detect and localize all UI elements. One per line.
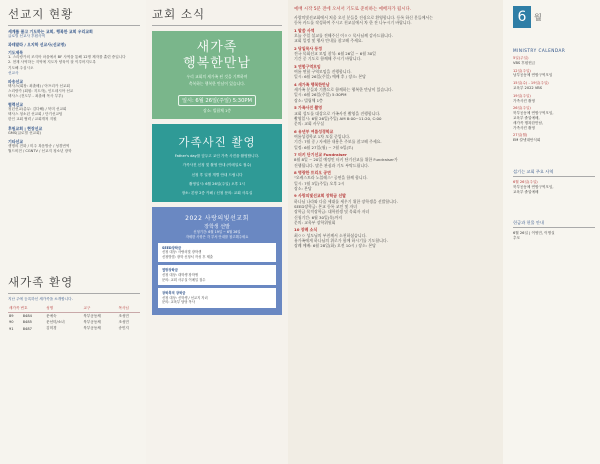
table-cell: 문선미/소녀: [46, 319, 65, 324]
mission-line: 기타선교: [8, 138, 24, 144]
scholarship-card-line: 신청 대상: 대학생 장학생: [162, 273, 199, 278]
mission-line: GMS(글로벌 선교회): [8, 130, 41, 135]
announcement-item: [294, 82, 497, 103]
month-header: [513, 6, 595, 28]
table-cell: 90: [9, 320, 14, 325]
announcement-line: 장소: 본당: [294, 185, 312, 191]
ministry-item: [513, 180, 595, 194]
table-row: [8, 313, 140, 320]
mission-line: 기도제목: [8, 50, 24, 56]
announcement-line: 8월 8일 ~ 20일 예정인 터키 단기선교를 위한 Fundraiser가: [294, 157, 398, 163]
banner-place: 장소: 빌립체 1층: [202, 107, 232, 113]
new-family-title: 새가족 환영: [8, 274, 140, 294]
announcement-line: 유가족에게 하나님의 위로가 함께 하시기를 기도합니다.: [294, 238, 388, 244]
calendar-event: [513, 94, 595, 104]
calendar-event: [513, 133, 595, 143]
mission-line: 텍사스 (전도부 - 최춘배 목사 부부): [8, 94, 63, 99]
mission-line: 스리랑카 (회원: 지도자), 인도네시아 선교: [8, 88, 74, 93]
mission-line: 과테말라 / 오지학 선교사(선교명): [8, 42, 66, 48]
mission-line: 2. 현재 사역하는 지역에 지도자 양육이 잘 이루어지도록: [8, 60, 96, 65]
church-news-title: 교회 소식: [152, 6, 282, 26]
ministry-text: 교육부 졸업예배: [513, 189, 539, 194]
announcement-line: 일시: 6월 26일(주일) 예배 후 / 장소: 본당: [294, 74, 366, 80]
table-cell: 8485: [22, 320, 32, 325]
announcement-item: [294, 64, 497, 80]
photo-desc-5: 장소: 본당 2층 카페 / 신청 문의: 교회 사무실: [181, 191, 253, 196]
lead-line: 사랑의빛선교회에서 처음 오신 분들을 진심으로 환영합니다. 등록 하신 분들께서는: [294, 15, 433, 20]
table-cell: 북부공동체: [83, 313, 101, 318]
announcement-line: 장소: 빌립체 1층: [294, 97, 323, 103]
new-family-intro: 지난 주에 등록하신 새가족을 소개합니다.: [8, 297, 73, 301]
table-cell: 8487: [22, 326, 32, 331]
calendar-date: 12일(주일): [513, 68, 531, 73]
table-cell: 91: [9, 326, 14, 331]
ministry-date: 6월 26일(주일): [513, 179, 538, 184]
calendar-event: [513, 106, 595, 130]
calendar-date: 15일(수) - 19일(주일): [513, 81, 549, 86]
announcement-line: 일정: 6월 27일(월) ~ 7월 9일(토): [294, 144, 354, 150]
announcement-title: 4 새가족 행복한만남: [294, 81, 330, 87]
scholarship-card-line: 문의: 교회 사무실 이메일 접수: [162, 277, 206, 282]
worship-intro: 예배 시작 5분 전에 오셔서 기도로 준비하는 예배자가 됩시다.: [294, 7, 412, 12]
announcement-line: 최ㅇㅇ 성도님의 부친께서 소천하셨습니다.: [294, 232, 367, 238]
scholarship-card-line: 신청 대상: 사랑의빛 장학생: [162, 250, 202, 255]
calendar-event: [513, 81, 595, 91]
ministry-section-title: 섬기는 교회 주요 사역: [513, 169, 595, 177]
table-header: 목사님: [117, 305, 140, 313]
announcement-line: 신청기간: 6월 30일(목)까지: [294, 214, 343, 220]
calendar-event: [513, 69, 595, 79]
table-cell: 조성민: [118, 319, 129, 324]
announcement-line: 촬영일시: 6월 26일(주일) AM 8:00~11:20, C:00: [294, 115, 382, 121]
announcement-line: 일시: 6월 26일(주일) 5:30PM: [294, 92, 347, 98]
calendar-date: 5일(주일): [513, 56, 529, 60]
announcement-line: 새가족 분들과 기쁨으로 함께하는 행복한 만남이 있습니다.: [294, 87, 393, 93]
announcement-title: 1 말씀 사역: [294, 27, 315, 33]
announcement-line: 일시: 7월 3일(주일) 오후 2시: [294, 180, 345, 186]
scholarship-card-line: 문의: 교육부 담당 목사: [162, 300, 195, 305]
new-family-welcome: [8, 274, 140, 332]
scholarship-card-line: 신청방법: 장학 신청서 작성 후 제출: [162, 254, 213, 259]
calendar-event-text: 북부공동체 연합구역모임,: [513, 111, 554, 116]
offering-section-title: 헌금과 헌물 안내: [513, 220, 595, 228]
new-family-table: [8, 305, 140, 332]
announcement-list: [294, 28, 497, 249]
calendar-title: MINISTRY CALENDAR: [513, 48, 566, 53]
new-family-banner: [152, 31, 282, 119]
mission-status-column: [0, 0, 146, 464]
table-header: 성명: [45, 305, 82, 313]
calendar-event-text: 교육부 2022 VBS: [513, 85, 542, 90]
ministry-text: 북부공동체 연합구역모임,: [513, 184, 554, 189]
calendar-date: 27일(월): [513, 133, 528, 138]
announcement-line: SEED장학금: 본교 등록 교인 및 자녀: [294, 204, 357, 209]
mission-line: 선교사: [8, 70, 19, 75]
mission-line: 파송선교: [8, 78, 24, 84]
announcement-title: 8 명량한 트리오 공연: [294, 169, 331, 175]
ministry-section-list: [513, 180, 595, 194]
offering-line: 추모: [513, 236, 520, 241]
scholarship-card: [158, 288, 276, 308]
welcome-lead: [294, 15, 497, 26]
announcement-item: [294, 193, 497, 225]
calendar-event-text: EM 칼넷대안식회: [513, 138, 541, 143]
announcement-item: [294, 227, 497, 248]
calendar-event-text: 새가족 행복한만남,: [513, 120, 544, 125]
mission-status-title: 선교지 현황: [8, 6, 140, 26]
table-cell: 송민지: [118, 326, 129, 331]
mission-line: 청년선교(총무: 김다해) / 북미 선교회: [8, 107, 67, 112]
scholarship-subtitle: 장학생 선발: [204, 224, 230, 231]
mission-line: 한인 교회 협력 / 교회개척 지원: [8, 117, 57, 122]
announcement-line: 오늘 주일 설교를 전해주신 이ㅇㅇ 목사님께 감사드립니다.: [294, 33, 393, 39]
mission-line: 협력선교: [8, 102, 24, 108]
announcements-column: [288, 0, 503, 464]
table-cell: 89: [9, 314, 14, 319]
mission-line: 후원교회 | 현장선교: [8, 125, 43, 131]
lead-line: 등록 카드를 작성하여 주시고 친교실에서 차 한 잔 나누시기 바랍니다.: [294, 20, 412, 26]
photo-desc-2: 가족사진 신청 및 촬영 안내 (이메일로 접수): [182, 163, 252, 168]
calendar-list: [513, 56, 595, 143]
announcement-title: 3 연합구역모임: [294, 63, 321, 69]
mission-status-body: [8, 29, 140, 154]
scholarship-title: 2022 사랑의빛선교회: [185, 215, 249, 223]
announcement-item: [294, 105, 497, 126]
photo-desc-1: Father's day를 앞두고 교인 가족 사진을 촬영합니다.: [174, 154, 260, 159]
table-cell: 문애숙: [46, 313, 57, 318]
scholarship-card: [158, 243, 276, 263]
mission-line: 텍사스(회장: 최춘배) / 아프리카 선교회: [8, 83, 70, 88]
announcement-line: 장학금 목적장학금: 대학원생 및 목회자 자녀: [294, 209, 370, 215]
announcement-item: [294, 129, 497, 150]
calendar-event-text: 교육부 졸업예배,: [513, 115, 540, 120]
mission-line: 기도해 주십시오: [8, 65, 34, 70]
photo-desc-4: 촬영일시: 6월 26일(주일) 오후 1시: [189, 181, 245, 186]
mission-line: 1. 스리랑카의 조지아 마을에서 BF 사역을 통해 12명 제자를 훈련 중입니다: [8, 55, 126, 60]
announcement-line: 여름성경학교 1차 모집 중입니다.: [294, 133, 351, 139]
mission-line: 텍사스 청소년 선교회 / 단기선교팀: [8, 112, 63, 117]
offering-line: 6월 26일 | 이영민, 이명실: [513, 231, 555, 236]
offering-section-list: [513, 231, 595, 241]
calendar-event-text: 남부공동체 연합구역모임: [513, 73, 553, 78]
table-cell: 8484: [22, 314, 32, 319]
announcement-line: 장례 예배: 6월 28일(화) 오전 10시 / 장소: 본당: [294, 243, 376, 249]
announcement-item: [294, 170, 497, 191]
calendar-event-text: VBS 후원헌금: [513, 60, 536, 65]
banner-desc-1: 우리 교회의 새가족 된 것을 기쁘하며: [186, 74, 248, 79]
mission-line: 글로벌 선교사 후원사역: [8, 34, 45, 39]
calendar-column: [503, 0, 600, 464]
announcement-title: 10 장례 소식: [294, 227, 318, 233]
announcement-line: 교회 일정 및 행사 안내를 참고해 주세요.: [294, 38, 363, 44]
calendar-date: 26일(주일): [513, 106, 531, 111]
banner-title-line1: 새가족: [196, 40, 238, 55]
table-header: 교구: [82, 305, 117, 313]
banner-date: 일시: 6월 26일(주일) 5:30PM: [178, 95, 256, 106]
table-cell: 조성민: [118, 313, 129, 318]
scholarship-card: [158, 265, 276, 285]
scholarship-card-title: 열방장학금: [162, 268, 178, 273]
announcement-line: 교회 성도를 대상으로 가족사진 촬영을 진행합니다.: [294, 110, 381, 116]
announcement-title: 9 사랑의빛선교회 장학금 선발: [294, 193, 346, 199]
scholarship-desc-2: 자세한 사항은 각 부서 안내를 참고해주세요: [185, 234, 249, 239]
announcement-line: 기간 중 기도로 함께해 주시기 바랍니다.: [294, 56, 362, 62]
photo-desc-3: 신청 후 일정 개별 안내 드립니다: [191, 172, 243, 177]
banner-desc-2: 축복하는 행복한 만남이 있습니다.: [188, 81, 246, 87]
scholarship-banner: [152, 207, 282, 315]
church-news-column: [146, 0, 288, 464]
photo-banner-title: 가족사진 촬영: [178, 135, 256, 150]
scholarship-card-title: 장학목적 장학금: [162, 291, 186, 296]
announcement-line: 여름 연합 구역모임을 진행합니다.: [294, 69, 352, 75]
table-cell: 김미경: [46, 326, 57, 331]
announcement-item: [294, 28, 497, 44]
announcement-item: [294, 152, 497, 168]
scholarship-card-title: SEED장학금: [162, 245, 182, 250]
announcement-title: 5 가족사진 촬영: [294, 105, 322, 111]
announcement-line: 기간: 7월 중 / 자세한 내용은 주보를 참고해 주세요.: [294, 139, 382, 145]
table-row: [8, 325, 140, 331]
month-unit: 월: [534, 12, 542, 22]
announcement-line: 진행됩니다. 많은 관심과 기도 부탁드립니다.: [294, 162, 370, 168]
month-number: 6: [513, 6, 531, 28]
scholarship-desc-1: 신청기간: 6월 19일 ~ 6월 26일: [193, 230, 241, 235]
mission-line: 생명의 전화 / 미주 복음방송 / 성경번역: [8, 143, 70, 148]
mission-line: 월드비전 / CGNTV / 선교지 청소년 장학: [8, 148, 72, 153]
announcement-line: 전국 목회선교 모임 참석: 6월 26일 ~ 6월 30일: [294, 51, 376, 57]
announcement-line: 문의: 교육부 장학위원회: [294, 220, 336, 226]
announcement-title: 7 터키 단기선교 Fundraiser: [294, 151, 347, 157]
scholarship-card-line: 신청 대상: 신학생 / 선교지 자녀: [162, 295, 208, 300]
table-header: 새가족 번호: [8, 305, 45, 313]
announcement-title: 2 당일목사 동정: [294, 45, 322, 51]
announcement-line: 문의: 교회 사무실: [294, 121, 325, 127]
announcement-line: 하나님 나라와 다음 세대를 세우기 위한 장학생을 선발합니다.: [294, 198, 398, 204]
calendar-event-text: 가족사진 촬영: [513, 98, 535, 103]
table-cell: 북부공동체: [83, 319, 101, 324]
announcement-item: [294, 46, 497, 62]
announcement-title: 6 유년부 여름성경학교: [294, 128, 334, 134]
family-photo-banner: [152, 124, 282, 202]
calendar-date: 19일(주일): [513, 93, 531, 98]
table-cell: 북부공동체: [83, 326, 101, 331]
announcement-line: "오케스트라 노블레스" 공연을 함께 합니다.: [294, 175, 368, 181]
banner-title-line2: 행복한만남: [183, 56, 251, 71]
calendar-event-text: 가족사진 촬영: [513, 125, 535, 130]
calendar-event: [513, 56, 595, 66]
mission-line: 세계를 품고 기도하는 교회, 행복한 교회 우리교회: [8, 29, 93, 34]
